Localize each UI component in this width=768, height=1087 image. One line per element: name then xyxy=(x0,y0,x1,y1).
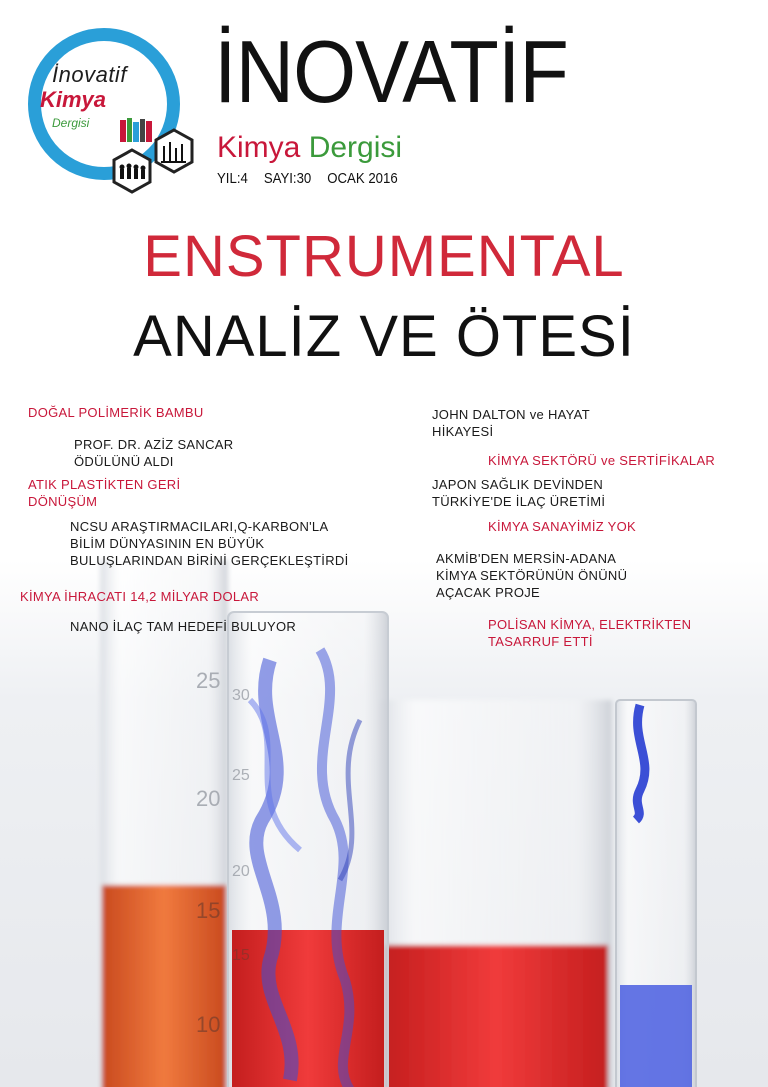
article-john-dalton xyxy=(432,406,590,440)
issue-year: YIL:4 xyxy=(217,170,248,187)
middle-beaker xyxy=(380,700,612,1087)
headline-line1: ENSTRUMENTAL xyxy=(143,224,625,289)
article-line: NCSU ARAŞTIRMACILARI,Q-KARBON'LA xyxy=(70,519,329,534)
main-tube xyxy=(228,612,388,1087)
article-line: TASARRUF ETTİ xyxy=(488,634,593,649)
article-line: KİMYA SEKTÖRÜNÜN ÖNÜNÜ xyxy=(436,568,628,583)
article-line: HİKAYESİ xyxy=(432,424,494,439)
article-line: TÜRKİYE'DE İLAÇ ÜRETİMİ xyxy=(432,494,606,509)
article-ncsu xyxy=(70,518,349,569)
issue-meta xyxy=(217,170,410,187)
article-line: ATIK PLASTİKTEN GERİ xyxy=(28,477,181,492)
scale-mark-20: 20 xyxy=(196,786,221,811)
article-line: POLİSAN KİMYA, ELEKTRİKTEN xyxy=(488,617,692,632)
left-cylinder xyxy=(100,560,228,1087)
scale-mark-25: 25 xyxy=(196,668,221,693)
cover-photo xyxy=(0,520,768,1087)
headline-line2: ANALİZ VE ÖTESİ xyxy=(133,304,635,369)
article-kimya-ihracati: KİMYA İHRACATI 14,2 MİLYAR DOLAR xyxy=(20,589,260,604)
article-polisan xyxy=(488,616,691,650)
subtitle-kimya: Kimya xyxy=(217,131,301,164)
article-line: PROF. DR. AZİZ SANCAR xyxy=(74,437,234,452)
article-line: JAPON SAĞLIK DEVİNDEN xyxy=(432,477,604,492)
tube-mark-15: 15 xyxy=(232,947,250,964)
article-line: DÖNÜŞÜM xyxy=(28,494,98,509)
logo-text-inovatif: İnovatif xyxy=(52,62,127,87)
article-atik-plastik xyxy=(28,476,180,510)
article-line: ÖDÜLÜNÜ ALDI xyxy=(74,454,174,469)
article-aziz-sancar xyxy=(74,436,233,470)
logo-text-kimya: Kimya xyxy=(40,87,107,112)
article-line: BULUŞLARINDAN BİRİNİ GERÇEKLEŞTİRDİ xyxy=(70,553,349,568)
magazine-subtitle xyxy=(217,133,402,163)
article-japon-saglik xyxy=(432,476,605,510)
article-nano-ilac: NANO İLAÇ TAM HEDEFİ BULUYOR xyxy=(70,619,297,634)
tube-mark-20: 20 xyxy=(232,863,250,880)
article-line: AKMİB'DEN MERSİN-ADANA xyxy=(436,551,617,566)
tube-mark-25: 25 xyxy=(232,767,250,784)
article-dogal-polimerik: DOĞAL POLİMERİK BAMBU xyxy=(28,405,204,420)
hexagon-icons xyxy=(104,126,196,206)
tube-mark-30: 30 xyxy=(232,687,250,704)
scale-mark-10: 10 xyxy=(196,1012,221,1037)
subtitle-dergisi: Dergisi xyxy=(308,131,403,164)
issue-number: SAYI:30 xyxy=(263,170,312,187)
article-line: JOHN DALTON ve HAYAT xyxy=(432,407,590,422)
issue-date: OCAK 2016 xyxy=(327,170,398,187)
scale-mark-15: 15 xyxy=(196,898,221,923)
logo-text-dergisi: Dergisi xyxy=(52,116,90,130)
article-kimya-sanayimiz: KİMYA SANAYİMİZ YOK xyxy=(488,519,637,534)
article-akmib xyxy=(436,550,627,601)
magazine-title: İNOVATİF xyxy=(214,22,568,121)
right-tube xyxy=(616,700,696,1087)
article-line: AÇACAK PROJE xyxy=(436,585,541,600)
article-kimya-sektoru: KİMYA SEKTÖRÜ ve SERTİFİKALAR xyxy=(488,453,716,468)
article-line: BİLİM DÜNYASININ EN BÜYÜK xyxy=(70,536,265,551)
